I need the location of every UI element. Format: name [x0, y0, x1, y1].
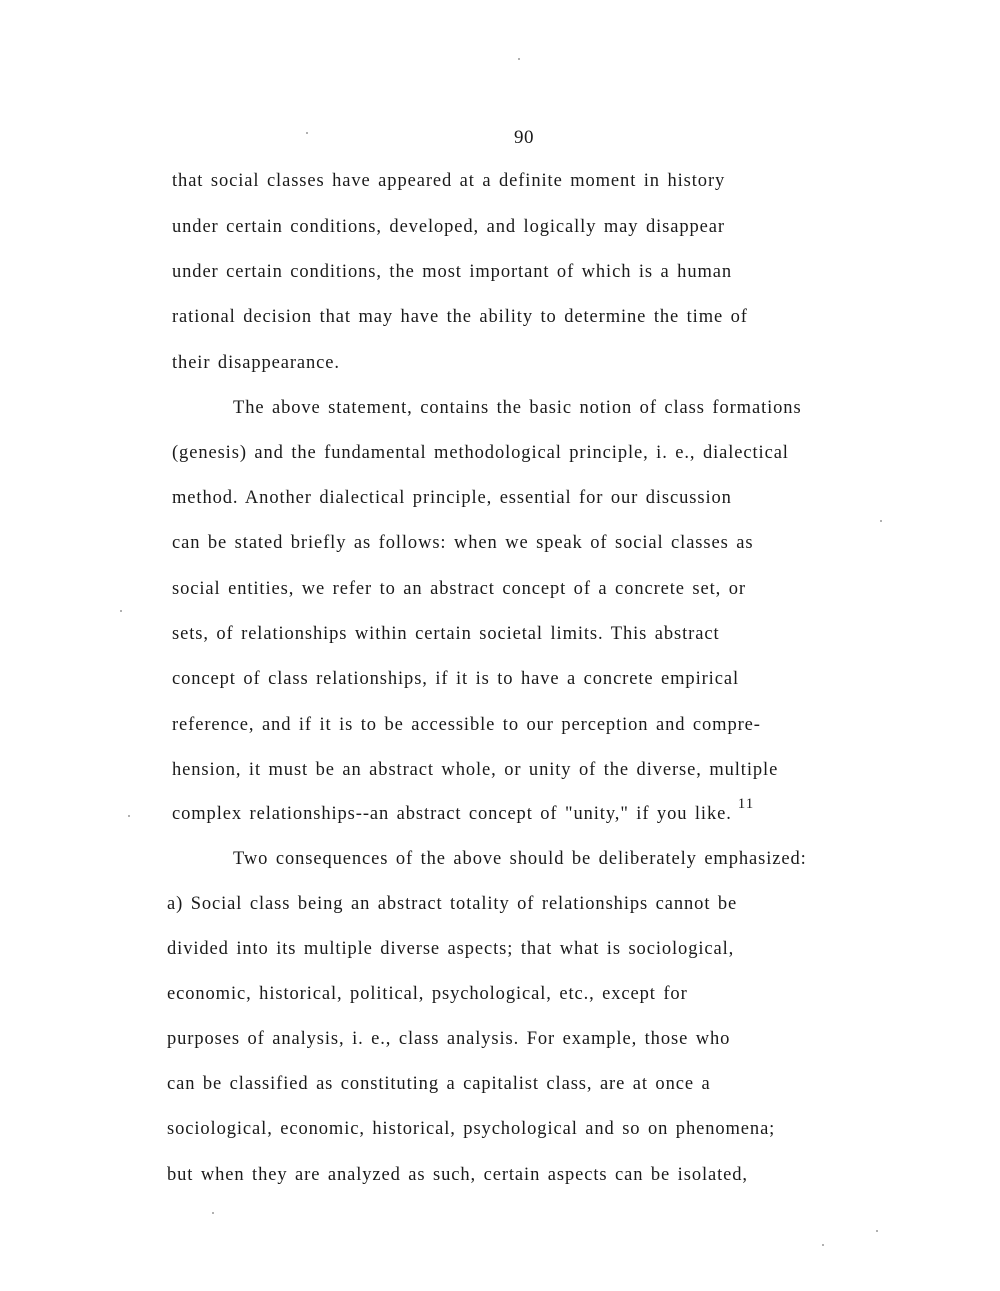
- text-line: hension, it must be an abstract whole, or unity of the diverse, multiple: [172, 760, 779, 780]
- text-line: under certain conditions, the most important of which is a human: [172, 262, 733, 282]
- scan-speck: [212, 1212, 214, 1214]
- scan-speck: [876, 1230, 878, 1232]
- text-line: can be classified as constituting a capitalist class, are at once a: [167, 1074, 711, 1094]
- text-line: The above statement, contains the basic notion of class formations: [233, 398, 802, 418]
- text-line: can be stated briefly as follows: when we speak of social classes as: [172, 533, 754, 553]
- text-line: purposes of analysis, i. e., class analysis. For example, those who: [167, 1029, 731, 1049]
- text-line: but when they are analyzed as such, certain aspects can be isolated,: [167, 1165, 748, 1185]
- text-line: complex relationships--an abstract concept of "unity," if you like.: [172, 804, 732, 824]
- text-line: divided into its multiple diverse aspects; that what is sociological,: [167, 939, 735, 959]
- text-line: concept of class relationships, if it is to have a concrete empirical: [172, 669, 739, 689]
- text-line: economic, historical, political, psychological, etc., except for: [167, 984, 688, 1004]
- text-line: reference, and if it is to be accessible to our perception and compre-: [172, 715, 761, 735]
- text-line: social entities, we refer to an abstract concept of a concrete set, or: [172, 579, 746, 599]
- footnote-marker: 11: [737, 796, 755, 812]
- scan-speck: [128, 815, 130, 817]
- scan-speck: [880, 520, 882, 522]
- scan-speck: [306, 132, 308, 134]
- text-line: rational decision that may have the ability to determine the time of: [172, 307, 748, 327]
- scan-speck: [120, 610, 122, 612]
- text-line: method. Another dialectical principle, essential for our discussion: [172, 488, 732, 508]
- text-line: that social classes have appeared at a definite moment in history: [172, 171, 726, 191]
- text-line: sociological, economic, historical, psychological and so on phenomena;: [167, 1119, 776, 1139]
- text-line: a) Social class being an abstract totality of relationships cannot be: [167, 894, 738, 914]
- scan-speck: [518, 58, 520, 60]
- text-line: (genesis) and the fundamental methodological principle, i. e., dialectical: [172, 443, 789, 463]
- text-line: under certain conditions, developed, and logically may disappear: [172, 217, 725, 237]
- text-line-with-footnote: [172, 796, 755, 824]
- scan-speck: [822, 1244, 824, 1246]
- text-line: their disappearance.: [172, 353, 340, 373]
- page-number: 90: [514, 127, 534, 148]
- text-line: sets, of relationships within certain societal limits. This abstract: [172, 624, 720, 644]
- text-line: Two consequences of the above should be deliberately emphasized:: [233, 849, 807, 869]
